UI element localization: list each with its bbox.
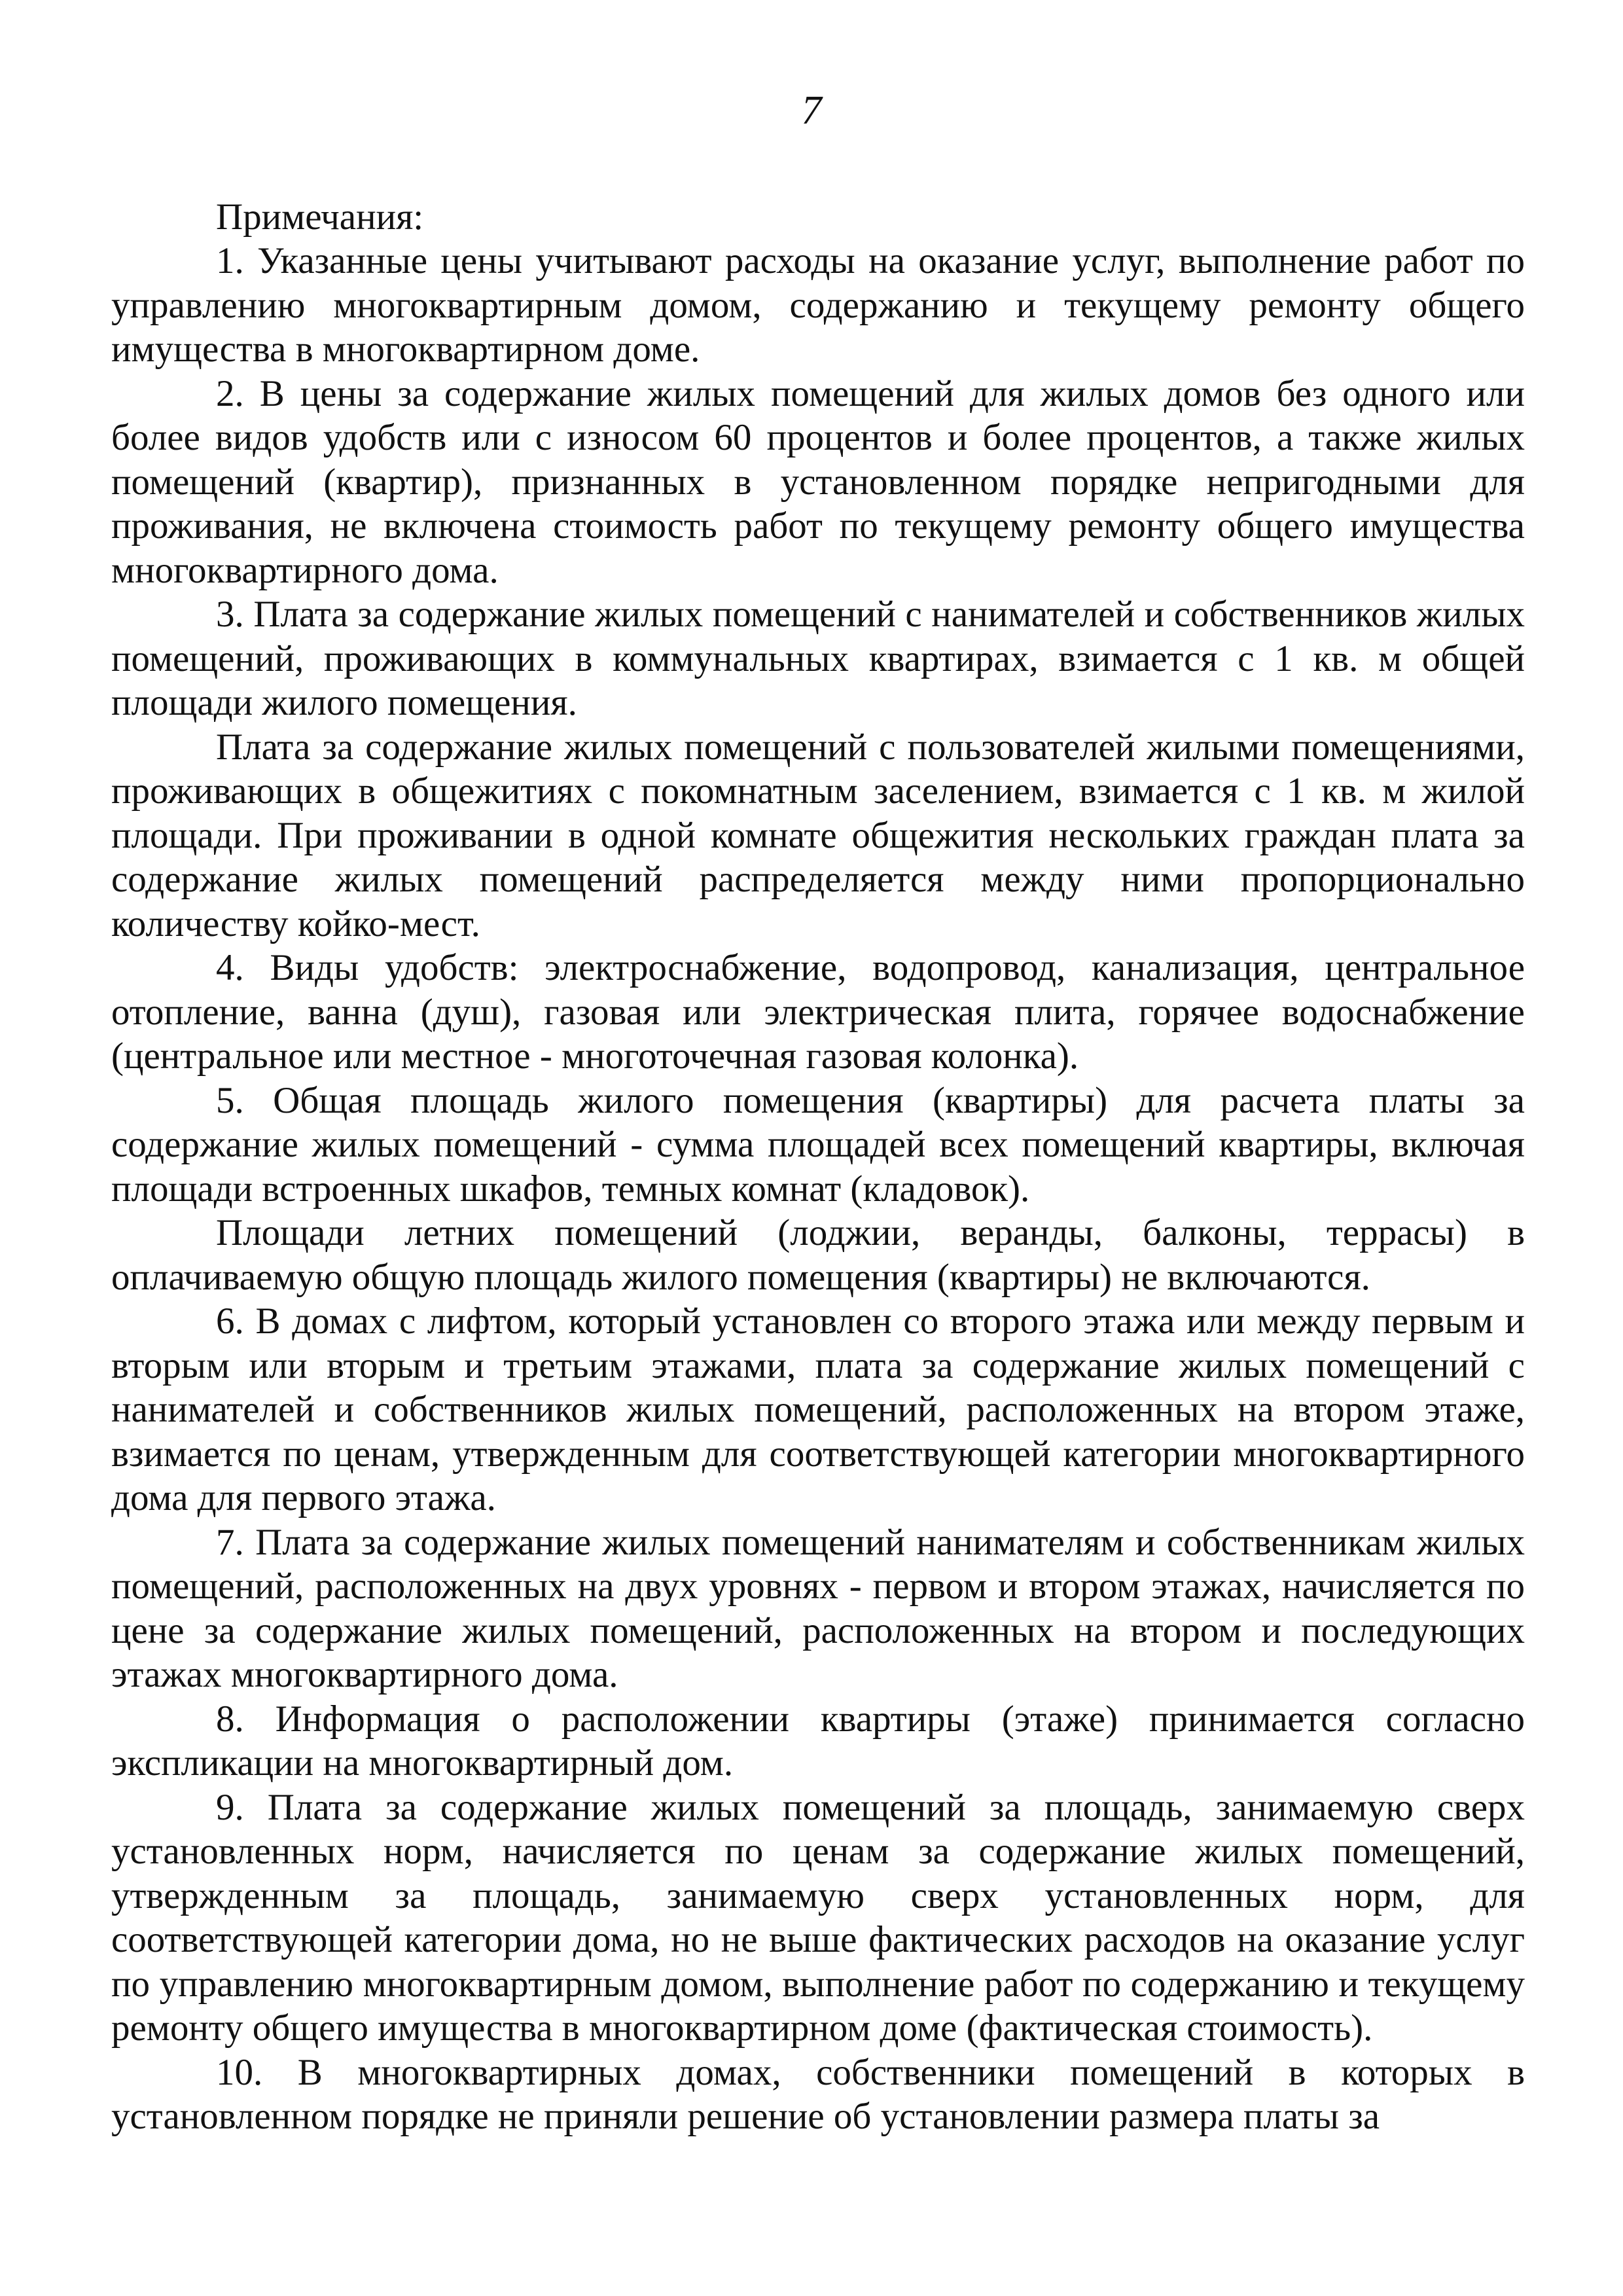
note-paragraph-6: 6. В домах с лифтом, который установлен со второго этажа или между первым и вторым или вторым и третьим этажами, плата за содержание жилых помещений с нанимателей и собственников жилых помещений, расположенных на втором этаже, взимается по ценам, утвержденным для соответствующей категории многоквартирного дома для первого этажа. bbox=[111, 1300, 1525, 1518]
note-paragraph-5-continued: Площади летних помещений (лоджии, веранды, балконы, террасы) в оплачиваемую общую площадь жилого помещения (квартиры) не включаются. bbox=[111, 1212, 1525, 1298]
notes-heading: Примечания: bbox=[216, 196, 424, 238]
page-number: 7 bbox=[801, 88, 822, 133]
note-paragraph-4: 4. Виды удобств: электроснабжение, водопровод, канализация, центральное отопление, ванна (душ), газовая или электрическая плита, горячее водоснабжение (центральное или местное - многоточечная газовая колонка). bbox=[111, 947, 1525, 1077]
note-paragraph-10: 10. В многоквартирных домах, собственники помещений в которых в установленном порядке не приняли решение об установлении размера платы за bbox=[111, 2051, 1525, 2137]
note-paragraph-8: 8. Информация о расположении квартиры (этаже) принимается согласно экспликации на многоквартирный дом. bbox=[111, 1698, 1525, 1784]
note-paragraph-3: 3. Плата за содержание жилых помещений с нанимателей и собственников жилых помещений, проживающих в коммунальных квартирах, взимается с 1 кв. м общей площади жилого помещения. bbox=[111, 594, 1525, 723]
note-paragraph-2: 2. В цены за содержание жилых помещений для жилых домов без одного или более видов удобств или с износом 60 процентов и более процентов, а также жилых помещений (квартир), признанных в установленном порядке непригодными для проживания, не включена стоимость работ по текущему ремонту общего имущества многоквартирного дома. bbox=[111, 372, 1525, 591]
note-paragraph-3-continued: Плата за содержание жилых помещений с пользователей жилыми помещениями, проживающих в общежитиях с покомнатным заселением, взимается с 1 кв. м жилой площади. При проживании в одной комнате общежития нескольких граждан плата за содержание жилых помещений распределяется между ними пропорционально количеству койко-мест. bbox=[111, 726, 1525, 944]
note-paragraph-7: 7. Плата за содержание жилых помещений нанимателям и собственникам жилых помещений, расположенных на двух уровнях - первом и втором этажах, начисляется по цене за содержание жилых помещений, расположенных на втором и последующих этажах многоквартирного дома. bbox=[111, 1521, 1525, 1695]
notes-body bbox=[111, 239, 1525, 2139]
note-paragraph-5: 5. Общая площадь жилого помещения (квартиры) для расчета платы за содержание жилых помещений - сумма площадей всех помещений квартиры, включая площади встроенных шкафов, темных комнат (кладовок). bbox=[111, 1079, 1525, 1210]
note-paragraph-9: 9. Плата за содержание жилых помещений за площадь, занимаемую сверх установленных норм, начисляется по ценам за содержание жилых помещений, утвержденным за площадь, занимаемую сверх установленных норм, для соответствующей категории дома, но не выше фактических расходов на оказание услуг по управлению многоквартирным домом, выполнение работ по содержанию и текущему ремонту общего имущества в многоквартирном доме (фактическая стоимость). bbox=[111, 1786, 1525, 2049]
note-paragraph-1: 1. Указанные цены учитывают расходы на оказание услуг, выполнение работ по управлению многоквартирным домом, содержанию и текущему ремонту общего имущества в многоквартирном доме. bbox=[111, 240, 1525, 370]
